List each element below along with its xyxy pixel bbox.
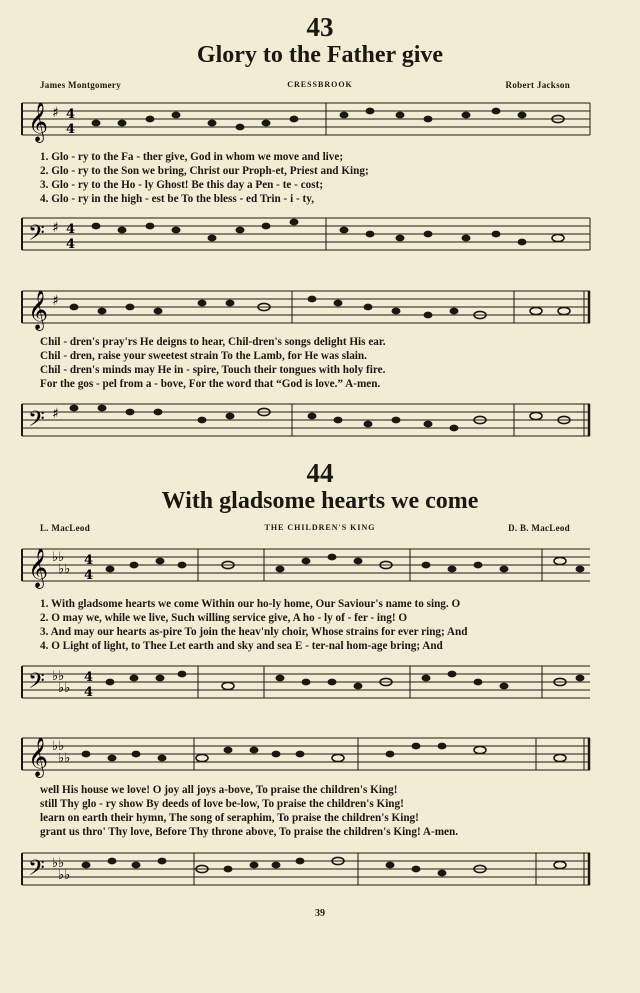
hymn-43-verse-4-line-2: For the gos - pel from a - bove, For the word that “God is love.” A-men. bbox=[40, 378, 381, 390]
svg-text:𝄢: 𝄢 bbox=[28, 669, 45, 699]
svg-text:𝄢: 𝄢 bbox=[28, 407, 45, 437]
svg-text:♭♭: ♭♭ bbox=[58, 562, 71, 577]
hymn-43-verse-1-line-1: 1. Glo - ry to the Fa - ther give, God in whom we move and live; bbox=[40, 151, 344, 163]
svg-text:𝄞: 𝄞 bbox=[28, 737, 49, 777]
svg-text:♯: ♯ bbox=[52, 220, 59, 236]
svg-text:♯: ♯ bbox=[52, 105, 59, 121]
svg-text:𝄢: 𝄢 bbox=[28, 221, 45, 251]
svg-text:4: 4 bbox=[66, 107, 76, 122]
svg-text:4: 4 bbox=[66, 237, 76, 252]
hymn-43-verse-2-line-1: 2. Glo - ry to the Son we bring, Christ our Proph-et, Priest and King; bbox=[40, 165, 369, 177]
svg-text:♭♭: ♭♭ bbox=[52, 739, 65, 754]
svg-text:♭♭: ♭♭ bbox=[58, 681, 71, 696]
hymn-44-title: With gladsome hearts we come bbox=[161, 488, 479, 514]
svg-text:4: 4 bbox=[84, 685, 94, 700]
hymn-44-verse-2-line-2: still Thy glo - ry show By deeds of love be-low, To praise the children's King! bbox=[40, 798, 404, 810]
hymn-44-verse-1-line-1: 1. With gladsome hearts we come Within our ho-ly home, Our Saviour's name to sing. O bbox=[40, 598, 461, 610]
hymn-44-verse-3-line-1: 3. And may our hearts as-pire To join the heav'nly choir, Whose strains for ever ring; And bbox=[40, 626, 468, 638]
hymn-44-bass-staff-2 bbox=[18, 845, 592, 895]
hymn-44-verse-3-line-2: learn on earth their hymn, The song of seraphim, To praise the children's King! bbox=[40, 812, 419, 824]
svg-text:♭♭: ♭♭ bbox=[52, 669, 65, 684]
hymn-44-verse-4-line-2: grant us thro' Thy love, Before Thy throne above, To praise the children's King! A-men. bbox=[40, 826, 459, 838]
svg-text:𝄢: 𝄢 bbox=[28, 856, 45, 886]
hymn-44-tune-name: THE CHILDREN'S KING bbox=[264, 523, 376, 532]
hymn-44-music-credit: D. B. MacLeod bbox=[508, 523, 570, 533]
hymn-43-treble-staff-2 bbox=[18, 283, 592, 333]
svg-text:♭♭: ♭♭ bbox=[52, 856, 65, 871]
svg-text:4: 4 bbox=[84, 670, 94, 685]
hymn-44-treble-staff-1 bbox=[18, 541, 592, 591]
hymn-43-verse-1-line-2: Chil - dren's pray'rs He deigns to hear, Chil-dren's songs delight His ear. bbox=[40, 336, 386, 348]
hymn-43-verse-4-line-1: 4. Glo - ry in the high - est be To the bless - ed Trin - i - ty, bbox=[40, 193, 315, 205]
hymn-44-number: 44 bbox=[306, 458, 334, 488]
hymn-43-number: 43 bbox=[306, 12, 334, 42]
hymn-44-verse-2-line-1: 2. O may we, while we live, Such willing service give, A ho - ly of - fer - ing! O bbox=[40, 612, 408, 624]
svg-text:4: 4 bbox=[84, 568, 94, 583]
svg-text:♭♭: ♭♭ bbox=[58, 868, 71, 883]
svg-text:4: 4 bbox=[66, 122, 76, 137]
hymn-43-bass-staff-2 bbox=[18, 396, 592, 446]
svg-text:♭♭: ♭♭ bbox=[58, 751, 71, 766]
svg-text:♭♭: ♭♭ bbox=[52, 550, 65, 565]
hymn-44-verse-1-line-2: well His house we love! O joy all joys a-bove, To praise the children's King! bbox=[40, 784, 398, 796]
svg-text:♯: ♯ bbox=[52, 406, 59, 422]
svg-text:𝄞: 𝄞 bbox=[28, 290, 49, 330]
hymn-44-bass-staff-1 bbox=[18, 658, 592, 708]
svg-text:𝄞: 𝄞 bbox=[28, 102, 49, 142]
hymn-43-title: Glory to the Father give bbox=[196, 42, 444, 68]
svg-text:♯: ♯ bbox=[52, 293, 59, 309]
svg-text:4: 4 bbox=[84, 553, 94, 568]
hymn-43-tune-name: CRESSBROOK bbox=[287, 80, 353, 89]
hymn-43-verse-2-line-2: Chil - dren, raise your sweetest strain To the Lamb, for He was slain. bbox=[40, 350, 367, 362]
svg-text:𝄞: 𝄞 bbox=[28, 548, 49, 588]
hymn-43-music-credit: Robert Jackson bbox=[505, 80, 570, 90]
hymn-44-words-credit: L. MacLeod bbox=[40, 523, 90, 533]
page-number: 39 bbox=[315, 908, 325, 919]
hymn-43-bass-staff-1 bbox=[18, 210, 592, 260]
hymn-44-treble-staff-2 bbox=[18, 730, 592, 780]
hymn-43-verse-3-line-1: 3. Glo - ry to the Ho - ly Ghost! Be this day a Pen - te - cost; bbox=[40, 179, 324, 191]
hymn-43-treble-staff-1 bbox=[18, 95, 592, 145]
svg-text:4: 4 bbox=[66, 222, 76, 237]
hymn-43-verse-3-line-2: Chil - dren's minds may He in - spire, Touch their tongues with holy fire. bbox=[40, 364, 386, 376]
hymn-44-verse-4-line-1: 4. O Light of light, to Thee Let earth and sky and sea E - ter-nal hom-age bring; And bbox=[40, 640, 443, 652]
hymn-43-words-credit: James Montgomery bbox=[40, 80, 122, 90]
